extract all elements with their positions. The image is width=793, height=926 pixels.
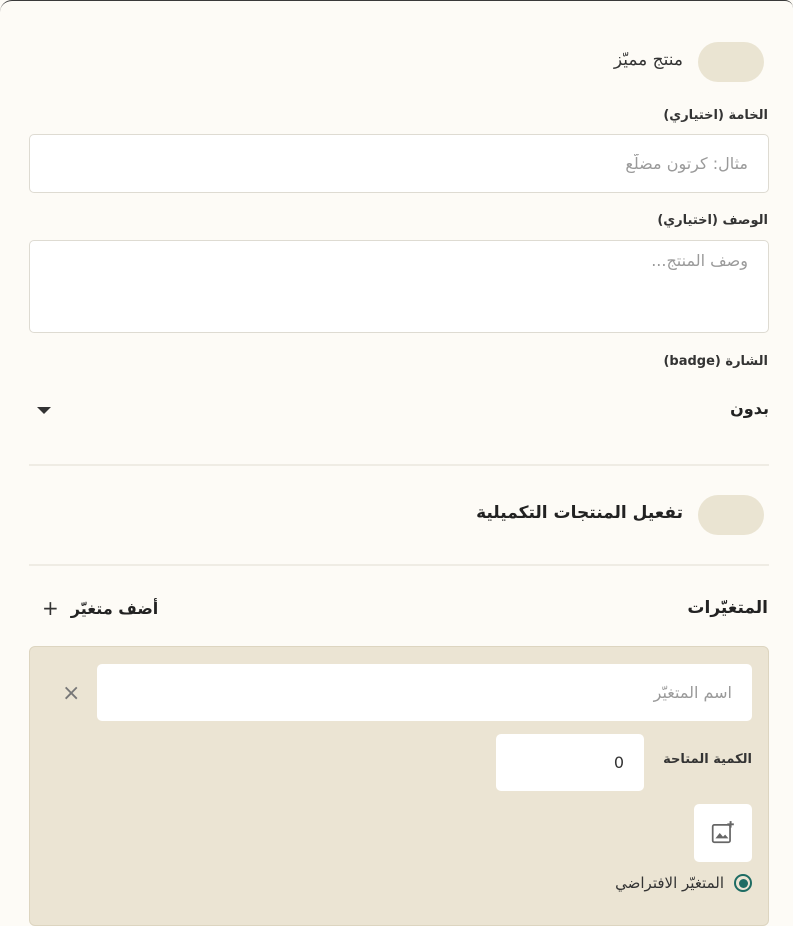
default-variant-label: المتغيّر الافتراضي	[615, 874, 724, 892]
badge-select[interactable]	[29, 386, 769, 434]
variants-title: المتغيّرات	[687, 598, 768, 618]
add-photo-icon	[710, 820, 736, 846]
chevron-down-icon	[37, 407, 51, 414]
add-image-button[interactable]	[694, 804, 752, 862]
close-icon[interactable]: ×	[62, 681, 81, 706]
complementary-toggle[interactable]	[698, 495, 764, 535]
variant-qty-input[interactable]	[496, 734, 644, 791]
add-variant-label: أضف متغيّر	[70, 598, 159, 618]
variant-card	[29, 646, 769, 926]
plus-icon: +	[42, 596, 59, 620]
add-variant-button[interactable]	[42, 598, 158, 618]
featured-toggle[interactable]	[698, 42, 764, 82]
badge-selected-value: بدون	[730, 399, 769, 418]
divider	[29, 564, 769, 566]
material-label: الخامة (اختياري)	[663, 108, 768, 123]
default-variant-option[interactable]	[615, 874, 752, 892]
description-label: الوصف (اختياري)	[657, 213, 768, 228]
radio-selected-icon	[734, 874, 752, 892]
complementary-label: تفعيل المنتجات التكميلية	[476, 503, 683, 523]
featured-label: منتج مميّز	[613, 50, 683, 70]
badge-label: الشارة (badge)	[663, 354, 768, 369]
divider	[29, 464, 769, 466]
variant-name-input[interactable]	[97, 664, 752, 721]
description-textarea[interactable]	[29, 240, 769, 333]
variant-qty-label: الكمية المتاحة	[663, 752, 752, 767]
material-input[interactable]	[29, 134, 769, 193]
